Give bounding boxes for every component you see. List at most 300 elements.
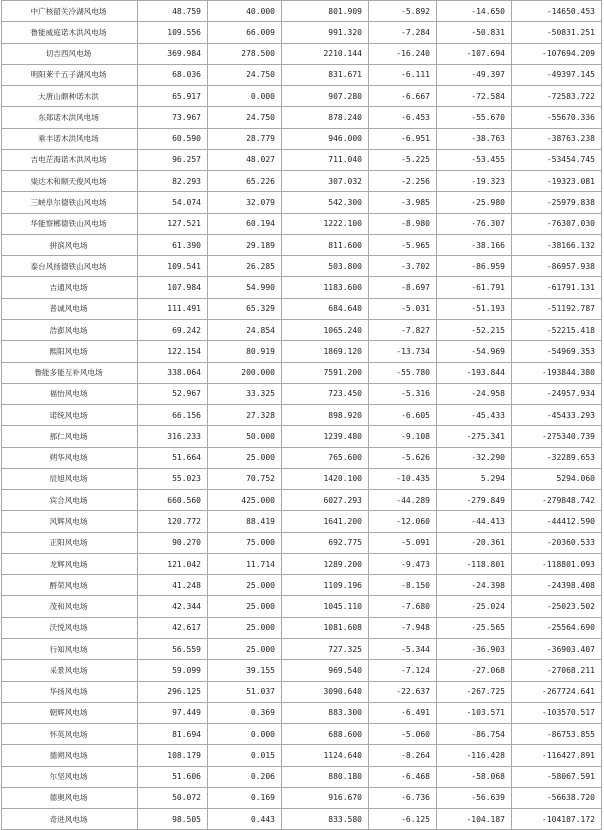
value-cell: -5.965 [369,234,437,255]
value-cell: -5.031 [369,298,437,319]
station-name-cell: 德朔风电场 [2,745,138,766]
value-cell: 60.194 [208,213,282,234]
table-row [2,383,602,404]
value-cell: 66.156 [138,405,208,426]
value-cell: -7.827 [369,319,437,340]
value-cell: 0.369 [208,702,282,723]
table-row [2,702,602,723]
table-row [2,617,602,638]
value-cell: 52.967 [138,383,208,404]
value-cell: -103570.517 [512,702,602,723]
value-cell: 831.671 [282,64,369,85]
value-cell: -50.831 [437,22,512,43]
value-cell: -8.697 [369,277,437,298]
value-cell: 1065.240 [282,319,369,340]
value-cell: -6.125 [369,809,437,830]
value-cell: -5.316 [369,383,437,404]
value-cell: -38.763 [437,128,512,149]
value-cell: -5.892 [369,1,437,22]
value-cell: -52215.418 [512,319,602,340]
value-cell: 41.248 [138,575,208,596]
value-cell: -14.650 [437,1,512,22]
value-cell: 1239.480 [282,426,369,447]
value-cell: -61791.131 [512,277,602,298]
value-cell: 2210.144 [282,43,369,64]
value-cell: 1109.196 [282,575,369,596]
value-cell: -118.801 [437,553,512,574]
value-cell: 61.390 [138,234,208,255]
station-name-cell: 行知风电场 [2,638,138,659]
value-cell: -193844.380 [512,362,602,383]
table-row [2,277,602,298]
value-cell: -279.849 [437,490,512,511]
value-cell: -86753.855 [512,724,602,745]
value-cell: -6.667 [369,86,437,107]
value-cell: -49397.145 [512,64,602,85]
value-cell: 25.000 [208,638,282,659]
value-cell: 711.040 [282,149,369,170]
table-row [2,319,602,340]
value-cell: 6027.293 [282,490,369,511]
value-cell: -3.985 [369,192,437,213]
value-cell: 1183.600 [282,277,369,298]
station-name-cell: 三峡阜尔德铁山风电场 [2,192,138,213]
value-cell: 97.449 [138,702,208,723]
table-row [2,1,602,22]
table-row [2,213,602,234]
station-name-cell: 浩澎风电场 [2,319,138,340]
value-cell: -8.264 [369,745,437,766]
value-cell: -25.565 [437,617,512,638]
table-row [2,809,602,830]
value-cell: 1289.200 [282,553,369,574]
value-cell: 1045.110 [282,596,369,617]
value-cell: -7.948 [369,617,437,638]
value-cell: -54.969 [437,341,512,362]
value-cell: -36903.407 [512,638,602,659]
table-row [2,298,602,319]
value-cell: -86957.938 [512,256,602,277]
station-name-cell: 茂和风电场 [2,596,138,617]
value-cell: -86.754 [437,724,512,745]
table-row [2,341,602,362]
value-cell: -5.626 [369,447,437,468]
station-name-cell: 粜达木和顺天俊风电场 [2,171,138,192]
table-row [2,660,602,681]
value-cell: 56.559 [138,638,208,659]
table-row [2,43,602,64]
value-cell: -20360.533 [512,532,602,553]
table-row [2,447,602,468]
value-cell: -104.187 [437,809,512,830]
value-cell: 60.590 [138,128,208,149]
value-cell: -32.290 [437,447,512,468]
station-name-cell: 普诚风电场 [2,298,138,319]
value-cell: 1641.200 [282,511,369,532]
value-cell: -38.166 [437,234,512,255]
value-cell: -24398.408 [512,575,602,596]
value-cell: -275340.739 [512,426,602,447]
value-cell: -44.413 [437,511,512,532]
table-row [2,532,602,553]
value-cell: 54.990 [208,277,282,298]
value-cell: 81.694 [138,724,208,745]
value-cell: 26.285 [208,256,282,277]
value-cell: 3090.640 [282,681,369,702]
value-cell: 0.443 [208,809,282,830]
value-cell: 25.000 [208,596,282,617]
value-cell: -51192.787 [512,298,602,319]
value-cell: -5.344 [369,638,437,659]
value-cell: -76.307 [437,213,512,234]
table-row [2,149,602,170]
value-cell: 542.300 [282,192,369,213]
value-cell: -19.323 [437,171,512,192]
value-cell: 40.000 [208,1,282,22]
table-row [2,362,602,383]
table-row [2,256,602,277]
value-cell: 98.505 [138,809,208,830]
value-cell: 65.917 [138,86,208,107]
value-cell: -72583.722 [512,86,602,107]
station-name-cell: 华能察郴德铁山风电场 [2,213,138,234]
value-cell: 48.759 [138,1,208,22]
value-cell: -19323.081 [512,171,602,192]
value-cell: 82.293 [138,171,208,192]
table-row [2,171,602,192]
value-cell: -25979.838 [512,192,602,213]
value-cell: -9.473 [369,553,437,574]
value-cell: -193.844 [437,362,512,383]
value-cell: 1081.608 [282,617,369,638]
value-cell: -6.453 [369,107,437,128]
value-cell: -13.734 [369,341,437,362]
station-name-cell: 华扬风电场 [2,681,138,702]
value-cell: 7591.200 [282,362,369,383]
station-name-cell: 奇进风电场 [2,809,138,830]
value-cell: -275.341 [437,426,512,447]
station-name-cell: 泰台风扬德铁山风电场 [2,256,138,277]
value-cell: 48.027 [208,149,282,170]
value-cell: 111.491 [138,298,208,319]
value-cell: -44.289 [369,490,437,511]
value-cell: 880.180 [282,766,369,787]
station-name-cell: 德奥风电场 [2,787,138,808]
value-cell: -27.068 [437,660,512,681]
station-name-cell: 切吉西风电场 [2,43,138,64]
value-cell: 883.300 [282,702,369,723]
station-name-cell: 东郑诺木洪风电场 [2,107,138,128]
value-cell: -6.468 [369,766,437,787]
value-cell: 692.775 [282,532,369,553]
value-cell: 70.752 [208,468,282,489]
value-cell: -25023.502 [512,596,602,617]
value-cell: -24957.934 [512,383,602,404]
value-cell: 723.450 [282,383,369,404]
value-cell: -7.124 [369,660,437,681]
table-row [2,128,602,149]
station-name-cell: 正阳风电场 [2,532,138,553]
value-cell: 684.640 [282,298,369,319]
station-name-cell: 乘丰诺木洪风电场 [2,128,138,149]
value-cell: 660.560 [138,490,208,511]
value-cell: 51.037 [208,681,282,702]
table-row [2,787,602,808]
value-cell: 121.042 [138,553,208,574]
station-name-cell: 熙阳风电场 [2,341,138,362]
value-cell: -25.024 [437,596,512,617]
value-cell: -49.397 [437,64,512,85]
value-cell: 96.257 [138,149,208,170]
value-cell: 127.521 [138,213,208,234]
table-row [2,766,602,787]
value-cell: 59.099 [138,660,208,681]
value-cell: -56.639 [437,787,512,808]
table-body [2,1,602,830]
value-cell: -103.571 [437,702,512,723]
table-row [2,575,602,596]
value-cell: -55.780 [369,362,437,383]
table-row [2,596,602,617]
value-cell: -118801.093 [512,553,602,574]
value-cell: 66.009 [208,22,282,43]
value-cell: -279848.742 [512,490,602,511]
value-cell: 51.664 [138,447,208,468]
station-name-cell: 大唐山颇种诺木洪 [2,86,138,107]
value-cell: 25.000 [208,575,282,596]
value-cell: 316.233 [138,426,208,447]
value-cell: 991.320 [282,22,369,43]
value-cell: 688.600 [282,724,369,745]
station-name-cell: 朔华风电场 [2,447,138,468]
value-cell: -53454.745 [512,149,602,170]
value-cell: 24.854 [208,319,282,340]
value-cell: -6.736 [369,787,437,808]
value-cell: -7.680 [369,596,437,617]
value-cell: 88.419 [208,511,282,532]
station-name-cell: 吉电茫海诺木洪风电场 [2,149,138,170]
value-cell: 811.600 [282,234,369,255]
value-cell: 24.750 [208,107,282,128]
value-cell: -50831.251 [512,22,602,43]
value-cell: 0.000 [208,724,282,745]
table-row [2,511,602,532]
station-name-cell: 朝辉风电场 [2,702,138,723]
station-name-cell: 龙辉风电场 [2,553,138,574]
station-name-cell: 吉通风电场 [2,277,138,298]
value-cell: -24.958 [437,383,512,404]
value-cell: 50.072 [138,787,208,808]
value-cell: -7.284 [369,22,437,43]
value-cell: -36.903 [437,638,512,659]
value-cell: 0.015 [208,745,282,766]
station-name-cell: 诺统风电场 [2,405,138,426]
value-cell: -52.215 [437,319,512,340]
value-cell: -6.491 [369,702,437,723]
value-cell: -32289.653 [512,447,602,468]
value-cell: 109.556 [138,22,208,43]
value-cell: 69.242 [138,319,208,340]
table-row [2,724,602,745]
station-name-cell: 怀英风电场 [2,724,138,745]
value-cell: -9.108 [369,426,437,447]
value-cell: -14650.453 [512,1,602,22]
value-cell: 878.240 [282,107,369,128]
table-row [2,638,602,659]
value-cell: 765.600 [282,447,369,468]
value-cell: -5.060 [369,724,437,745]
value-cell: -8.980 [369,213,437,234]
table-row [2,234,602,255]
value-cell: -53.455 [437,149,512,170]
table-row [2,681,602,702]
value-cell: 33.325 [208,383,282,404]
value-cell: -10.435 [369,468,437,489]
value-cell: -51.193 [437,298,512,319]
value-cell: -76307.030 [512,213,602,234]
value-cell: 307.032 [282,171,369,192]
value-cell: 27.328 [208,405,282,426]
station-name-cell: 沃悦风电场 [2,617,138,638]
value-cell: -267.725 [437,681,512,702]
value-cell: 278.500 [208,43,282,64]
value-cell: -58.068 [437,766,512,787]
table-row [2,553,602,574]
value-cell: -8.150 [369,575,437,596]
value-cell: -5.225 [369,149,437,170]
value-cell: 109.541 [138,256,208,277]
table-row [2,22,602,43]
value-cell: -6.951 [369,128,437,149]
value-cell: 32.079 [208,192,282,213]
value-cell: -45.433 [437,405,512,426]
value-cell: 80.919 [208,341,282,362]
table-row [2,405,602,426]
table-row [2,745,602,766]
value-cell: 0.169 [208,787,282,808]
table-row [2,107,602,128]
station-name-cell: 那仁风电场 [2,426,138,447]
value-cell: -44412.590 [512,511,602,532]
value-cell: 42.617 [138,617,208,638]
value-cell: -25564.690 [512,617,602,638]
value-cell: 39.155 [208,660,282,681]
value-cell: 5.294 [437,468,512,489]
table-row [2,426,602,447]
value-cell: 1222.100 [282,213,369,234]
value-cell: 1124.640 [282,745,369,766]
station-name-cell: 拼滨风电场 [2,234,138,255]
value-cell: -38166.132 [512,234,602,255]
value-cell: 5294.060 [512,468,602,489]
value-cell: -86.959 [437,256,512,277]
station-name-cell: 鲁能威庭诺木洪风电场 [2,22,138,43]
value-cell: -6.111 [369,64,437,85]
value-cell: 75.000 [208,532,282,553]
station-name-cell: 福怡风电场 [2,383,138,404]
value-cell: 25.000 [208,617,282,638]
value-cell: -24.398 [437,575,512,596]
value-cell: -107694.209 [512,43,602,64]
table-row [2,86,602,107]
value-cell: 50.000 [208,426,282,447]
value-cell: 54.074 [138,192,208,213]
value-cell: 1869.120 [282,341,369,362]
data-table [1,0,602,830]
value-cell: 0.206 [208,766,282,787]
value-cell: 503.800 [282,256,369,277]
value-cell: -72.584 [437,86,512,107]
value-cell: 11.714 [208,553,282,574]
value-cell: 727.325 [282,638,369,659]
value-cell: 200.000 [208,362,282,383]
table-row [2,490,602,511]
value-cell: 425.000 [208,490,282,511]
value-cell: 120.772 [138,511,208,532]
value-cell: 24.750 [208,64,282,85]
value-cell: -20.361 [437,532,512,553]
value-cell: 25.000 [208,447,282,468]
value-cell: -55670.336 [512,107,602,128]
value-cell: 68.036 [138,64,208,85]
value-cell: 907.280 [282,86,369,107]
value-cell: 65.226 [208,171,282,192]
value-cell: -25.980 [437,192,512,213]
value-cell: -54969.353 [512,341,602,362]
value-cell: -61.791 [437,277,512,298]
value-cell: 90.270 [138,532,208,553]
station-name-cell: 尔坚风电场 [2,766,138,787]
station-name-cell: 宾合风电场 [2,490,138,511]
table-row [2,64,602,85]
value-cell: -22.637 [369,681,437,702]
value-cell: 28.779 [208,128,282,149]
value-cell: 122.154 [138,341,208,362]
value-cell: -45433.293 [512,405,602,426]
value-cell: -16.240 [369,43,437,64]
value-cell: -104187.172 [512,809,602,830]
table-row [2,192,602,213]
station-name-cell: 风辉风电场 [2,511,138,532]
value-cell: 969.540 [282,660,369,681]
value-cell: -2.256 [369,171,437,192]
value-cell: 42.344 [138,596,208,617]
value-cell: -38763.238 [512,128,602,149]
value-cell: -12.060 [369,511,437,532]
station-name-cell: 明阳莱千五子湖风电场 [2,64,138,85]
value-cell: 296.125 [138,681,208,702]
station-name-cell: 采景风电场 [2,660,138,681]
value-cell: -56638.720 [512,787,602,808]
value-cell: 801.909 [282,1,369,22]
value-cell: 108.179 [138,745,208,766]
value-cell: 0.000 [208,86,282,107]
table-row [2,468,602,489]
value-cell: -116.428 [437,745,512,766]
value-cell: 338.064 [138,362,208,383]
value-cell: 898.920 [282,405,369,426]
station-name-cell: 中广核韶关冷湖风电场 [2,1,138,22]
value-cell: 369.984 [138,43,208,64]
station-name-cell: 辰旭风电场 [2,468,138,489]
value-cell: 29.189 [208,234,282,255]
value-cell: -27068.211 [512,660,602,681]
value-cell: -55.670 [437,107,512,128]
value-cell: 1420.100 [282,468,369,489]
value-cell: -3.702 [369,256,437,277]
value-cell: 946.000 [282,128,369,149]
value-cell: 916.670 [282,787,369,808]
